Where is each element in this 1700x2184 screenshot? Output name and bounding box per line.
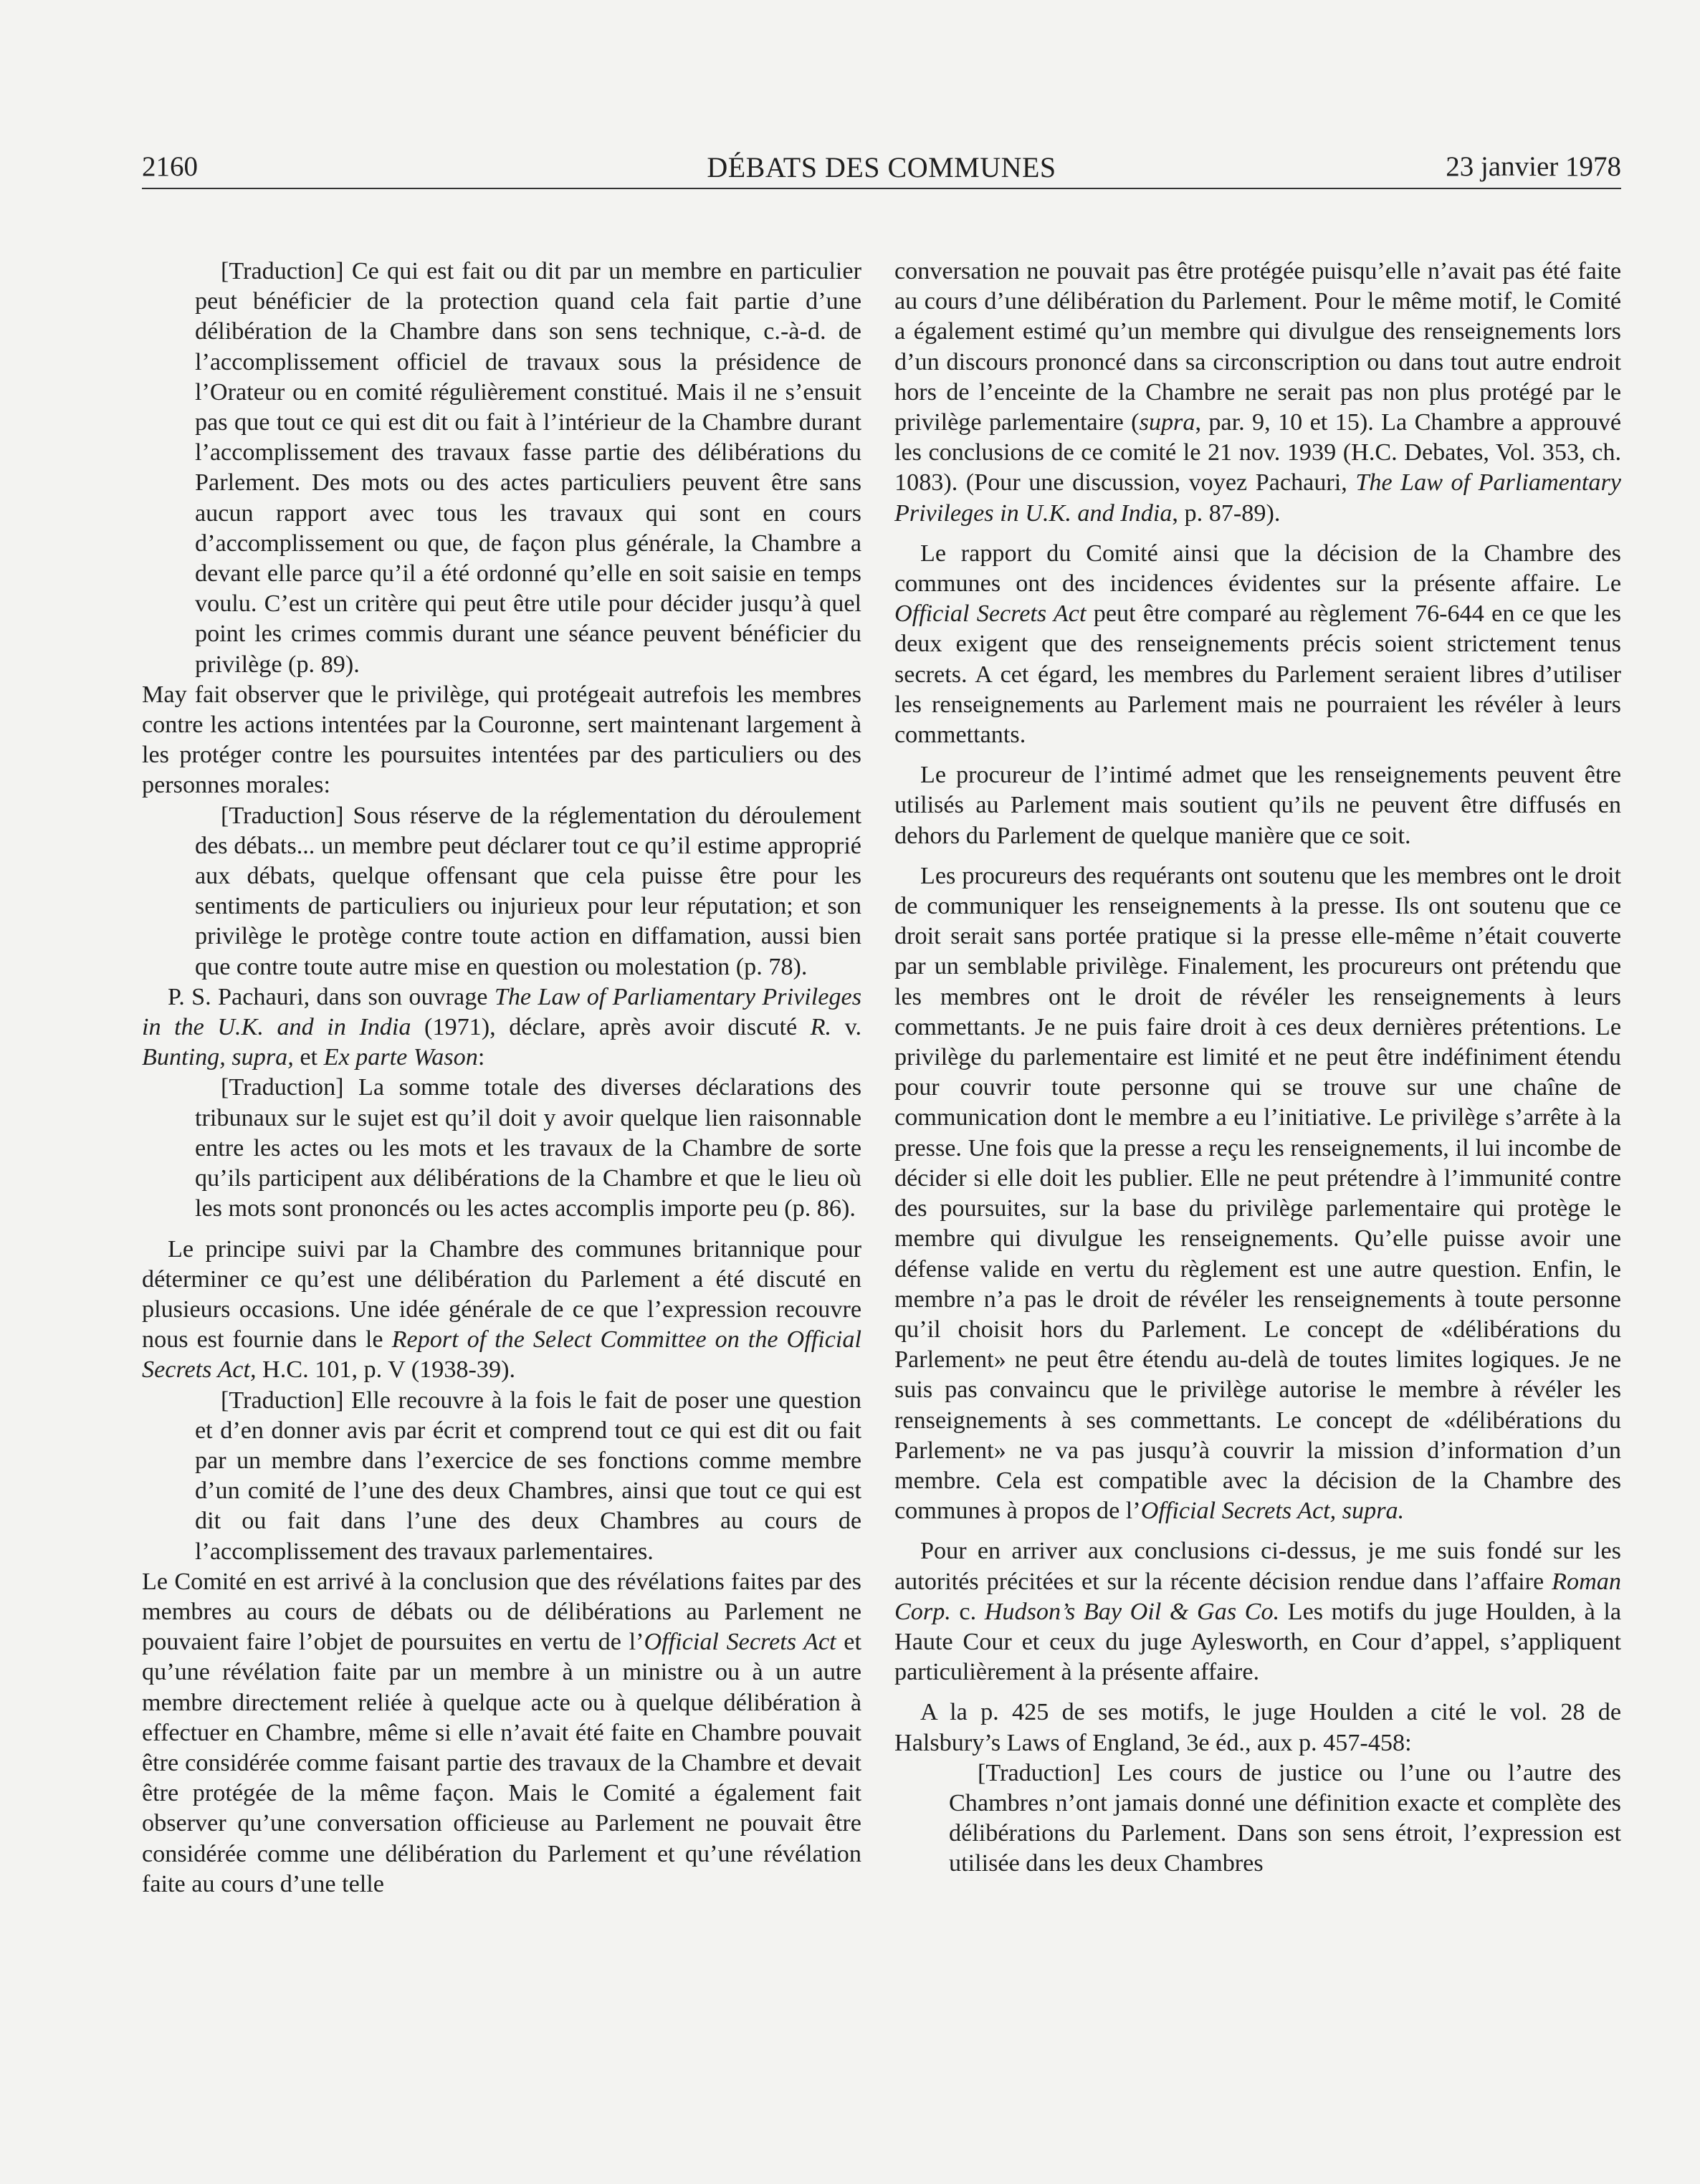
page-number: 2160 bbox=[142, 151, 198, 182]
paragraph-procureur: Le procureur de l’intimé admet que les renseignements peuvent être utilisés au Parlement mais soutient qu’ils ne peuvent être diffusés en dehors du Parlement de quelque manière que ce soit. bbox=[894, 762, 1621, 849]
block-quote-4: [Traduction] Elle recouvre à la fois le fait de poser une question et d’en donner avis par écrit et comprend tout ce qui est dit ou fait par un membre dans l’exercice de ses fonctions comme membre d’un comité de l’une des deux Chambres, ainsi que tout ce qui est dit ou fait dans l’une des deux Chambres au cours de l’accomplissement des travaux parlementaires. bbox=[195, 1386, 861, 1565]
block-quote-1: [Traduction] Ce qui est fait ou dit par un membre en particulier peut bénéficier de la protection quand cela fait partie d’une délibération de la Chambre dans son sens technique, c.-à-d. de l’accomplissement officiel de travaux sous la présidence de l’Orateur ou en comité régulièrement constitué. Mais il ne s’ensuit pas que tout ce qui est dit ou fait à l’intérieur de la Chambre durant l’accomplissement des travaux fasse partie des délibérations du Parlement. Des mots ou des actes particuliers peuvent être sans aucun rapport avec tous les travaux qui sont en cours d’accomplissement ou que, de façon plus générale, la Chambre a devant elle parce qu’il a été ordonné qu’elle en soit saisie en temps voulu. C’est un critère qui peut être utile pour décider jusqu’à quel point les crimes commis durant une séance peuvent bénéficier du privilège (p. 89). bbox=[195, 258, 861, 678]
page-header bbox=[142, 150, 1621, 189]
paragraph-rapport: Le rapport du Comité ainsi que la décision de la Chambre des communes ont des incidences évidentes sur la présente affaire. Le Official Secrets Act peut être comparé au règlement 76-644 en ce que les deux exigent que des renseignements précis soient strictement tenus secrets. A cet égard, les membres du Parlement seraient libres d’utiliser les renseignements au Parlement mais ne pourraient les révéler à leurs commettants. bbox=[894, 540, 1621, 749]
paragraph-comite: Le Comité en est arrivé à la conclusion que des révélations faites par des membres au cours de débats ou de délibérations au Parlement ne pouvaient faire l’objet de poursuites en vertu de l’Official Secrets Act et qu’une révélation faite par un membre à un ministre ou à un autre membre directement reliée à quelque acte ou à quelque délibération à effectuer en Chambre, même si elle n’avait été faite en Chambre pouvait être considérée comme faisant partie des travaux de la Chambre et devait être protégée de la même façon. Mais le Comité a également fait observer qu’une conversation officieuse au Parlement ne pouvait être considérée comme une délibération du Parlement et qu’une révélation faite au cours d’une telle bbox=[142, 1568, 861, 1897]
block-quote-2: [Traduction] Sous réserve de la réglementation du déroulement des débats... un membre peut déclarer tout ce qu’il estime approprié aux débats, quelque offensant que cela puisse être pour les sentiments de particuliers ou injurieux pour leur réputation; et son privilège le protège contre toute action en diffamation, aussi bien que contre toute autre mise en question ou molestation (p. 78). bbox=[195, 802, 861, 980]
running-title: DÉBATS DES COMMUNES bbox=[707, 151, 1056, 183]
paragraph-pachauri: P. S. Pachauri, dans son ouvrage The Law of Parliamentary Privileges in the U.K. and in India (1971), déclare, après avoir discuté R. v. Bunting, supra, et Ex parte Wason: bbox=[142, 983, 862, 1071]
block-quote-5: [Traduction] Les cours de justice ou l’une ou l’autre des Chambres n’ont jamais donné une définition exacte et complète des délibérations du Parlement. Dans son sens étroit, l’expression est utilisée dans les deux Chambres bbox=[949, 1759, 1621, 1877]
paragraph-may: May fait observer que le privilège, qui protégeait autrefois les membres contre les actions intentées par la Couronne, sert maintenant largement à les protéger contre les poursuites intentées par des particuliers ou des personnes morales: bbox=[142, 681, 861, 799]
paragraph-principe: Le principe suivi par la Chambre des communes britannique pour déterminer ce qu’est une délibération du Parlement a été discuté en plusieurs occasions. Une idée générale de ce que l’expression recouvre nous est fournie dans le Report of the Select Committee on the Official Secrets Act, H.C. 101, p. V (1938-39). bbox=[142, 1235, 862, 1384]
left-column bbox=[142, 257, 861, 1900]
paragraph-conversation: conversation ne pouvait pas être protégée puisqu’elle n’avait pas été faite au cours d’une délibération du Parlement. Pour le même motif, le Comité a également estimé qu’un membre qui divulgue des renseignements lors d’un discours prononcé dans sa circonscription ou dans tout autre endroit hors de l’enceinte de la Chambre ne serait pas non plus protégé par le privilège parlementaire (supra, par. 9, 10 et 15). La Chambre a approuvé les conclusions de ce comité le 21 nov. 1939 (H.C. Debates, Vol. 353, ch. 1083). (Pour une discussion, voyez Pachauri, The Law of Parliamentary Privileges in U.K. and India, p. 87-89). bbox=[894, 258, 1622, 527]
header-date: 23 janvier 1978 bbox=[1446, 151, 1621, 182]
paragraph-requerants: Les procureurs des requérants ont soutenu que les membres ont le droit de communiquer les renseignements à la presse. Ils ont soutenu que ce droit serait sans portée pratique si la presse elle-même n’était couverte par un semblable privilège. Finalement, les procureurs ont prétendu que les membres ont le droit de révéler les renseignements à leurs commettants. Je ne puis faire droit à ces deux dernières prétentions. Le privilège du parlementaire est limité et ne peut être indéfiniment étendu pour couvrir toute personne qui se trouve sur une chaîne de communication dont le membre a eu l’initiative. Le privilège s’arrête à la presse. Une fois que la presse a reçu les renseignements, il lui incombe de décider si elle doit les publier. Elle ne peut prétendre à l’immunité contre des poursuites, sur la base du privilège parlementaire qui protège le membre qui divulgue les renseignements. Qu’elle puisse avoir une défense valide en vertu du règlement est une autre question. Enfin, le membre n’a pas le droit de révéler les renseignements à toute personne qu’il choisit hors du Parlement. Le concept de «délibérations du Parlement» ne peut être étendu au-delà de toutes limites logiques. Je ne suis pas convaincu que le privilège autorise le membre à révéler les renseignements à ses commettants. Le concept de «délibérations du Parlement» ne va pas jusqu’à couvrir la mission d’information d’un membre. Cela est compatible avec la décision de la Chambre des communes à propos de l’Official Secrets Act, supra. bbox=[894, 862, 1621, 1525]
right-column bbox=[894, 257, 1621, 1879]
block-quote-3: [Traduction] La somme totale des diverses déclarations des tribunaux sur le sujet est qu’il doit y avoir quelque lien raisonnable entre les actes ou les mots et les travaux de la Chambre de sorte qu’ils participent aux délibérations de la Chambre et que le lieu où les mots sont prononcés ou les actes accomplis importe peu (p. 86). bbox=[195, 1074, 861, 1222]
paragraph-houlden: A la p. 425 de ses motifs, le juge Houlden a cité le vol. 28 de Halsbury’s Laws of England, 3e éd., aux p. 457-458: bbox=[894, 1699, 1621, 1756]
paragraph-conclusions: Pour en arriver aux conclusions ci-dessus, je me suis fondé sur les autorités précitées et sur la récente décision rendue dans l’affaire Roman Corp. c. Hudson’s Bay Oil & Gas Co. Les motifs du juge Houlden, à la Haute Cour et ceux du juge Aylesworth, en Cour d’appel, s’appliquent particulièrement à la présente affaire. bbox=[894, 1538, 1621, 1686]
